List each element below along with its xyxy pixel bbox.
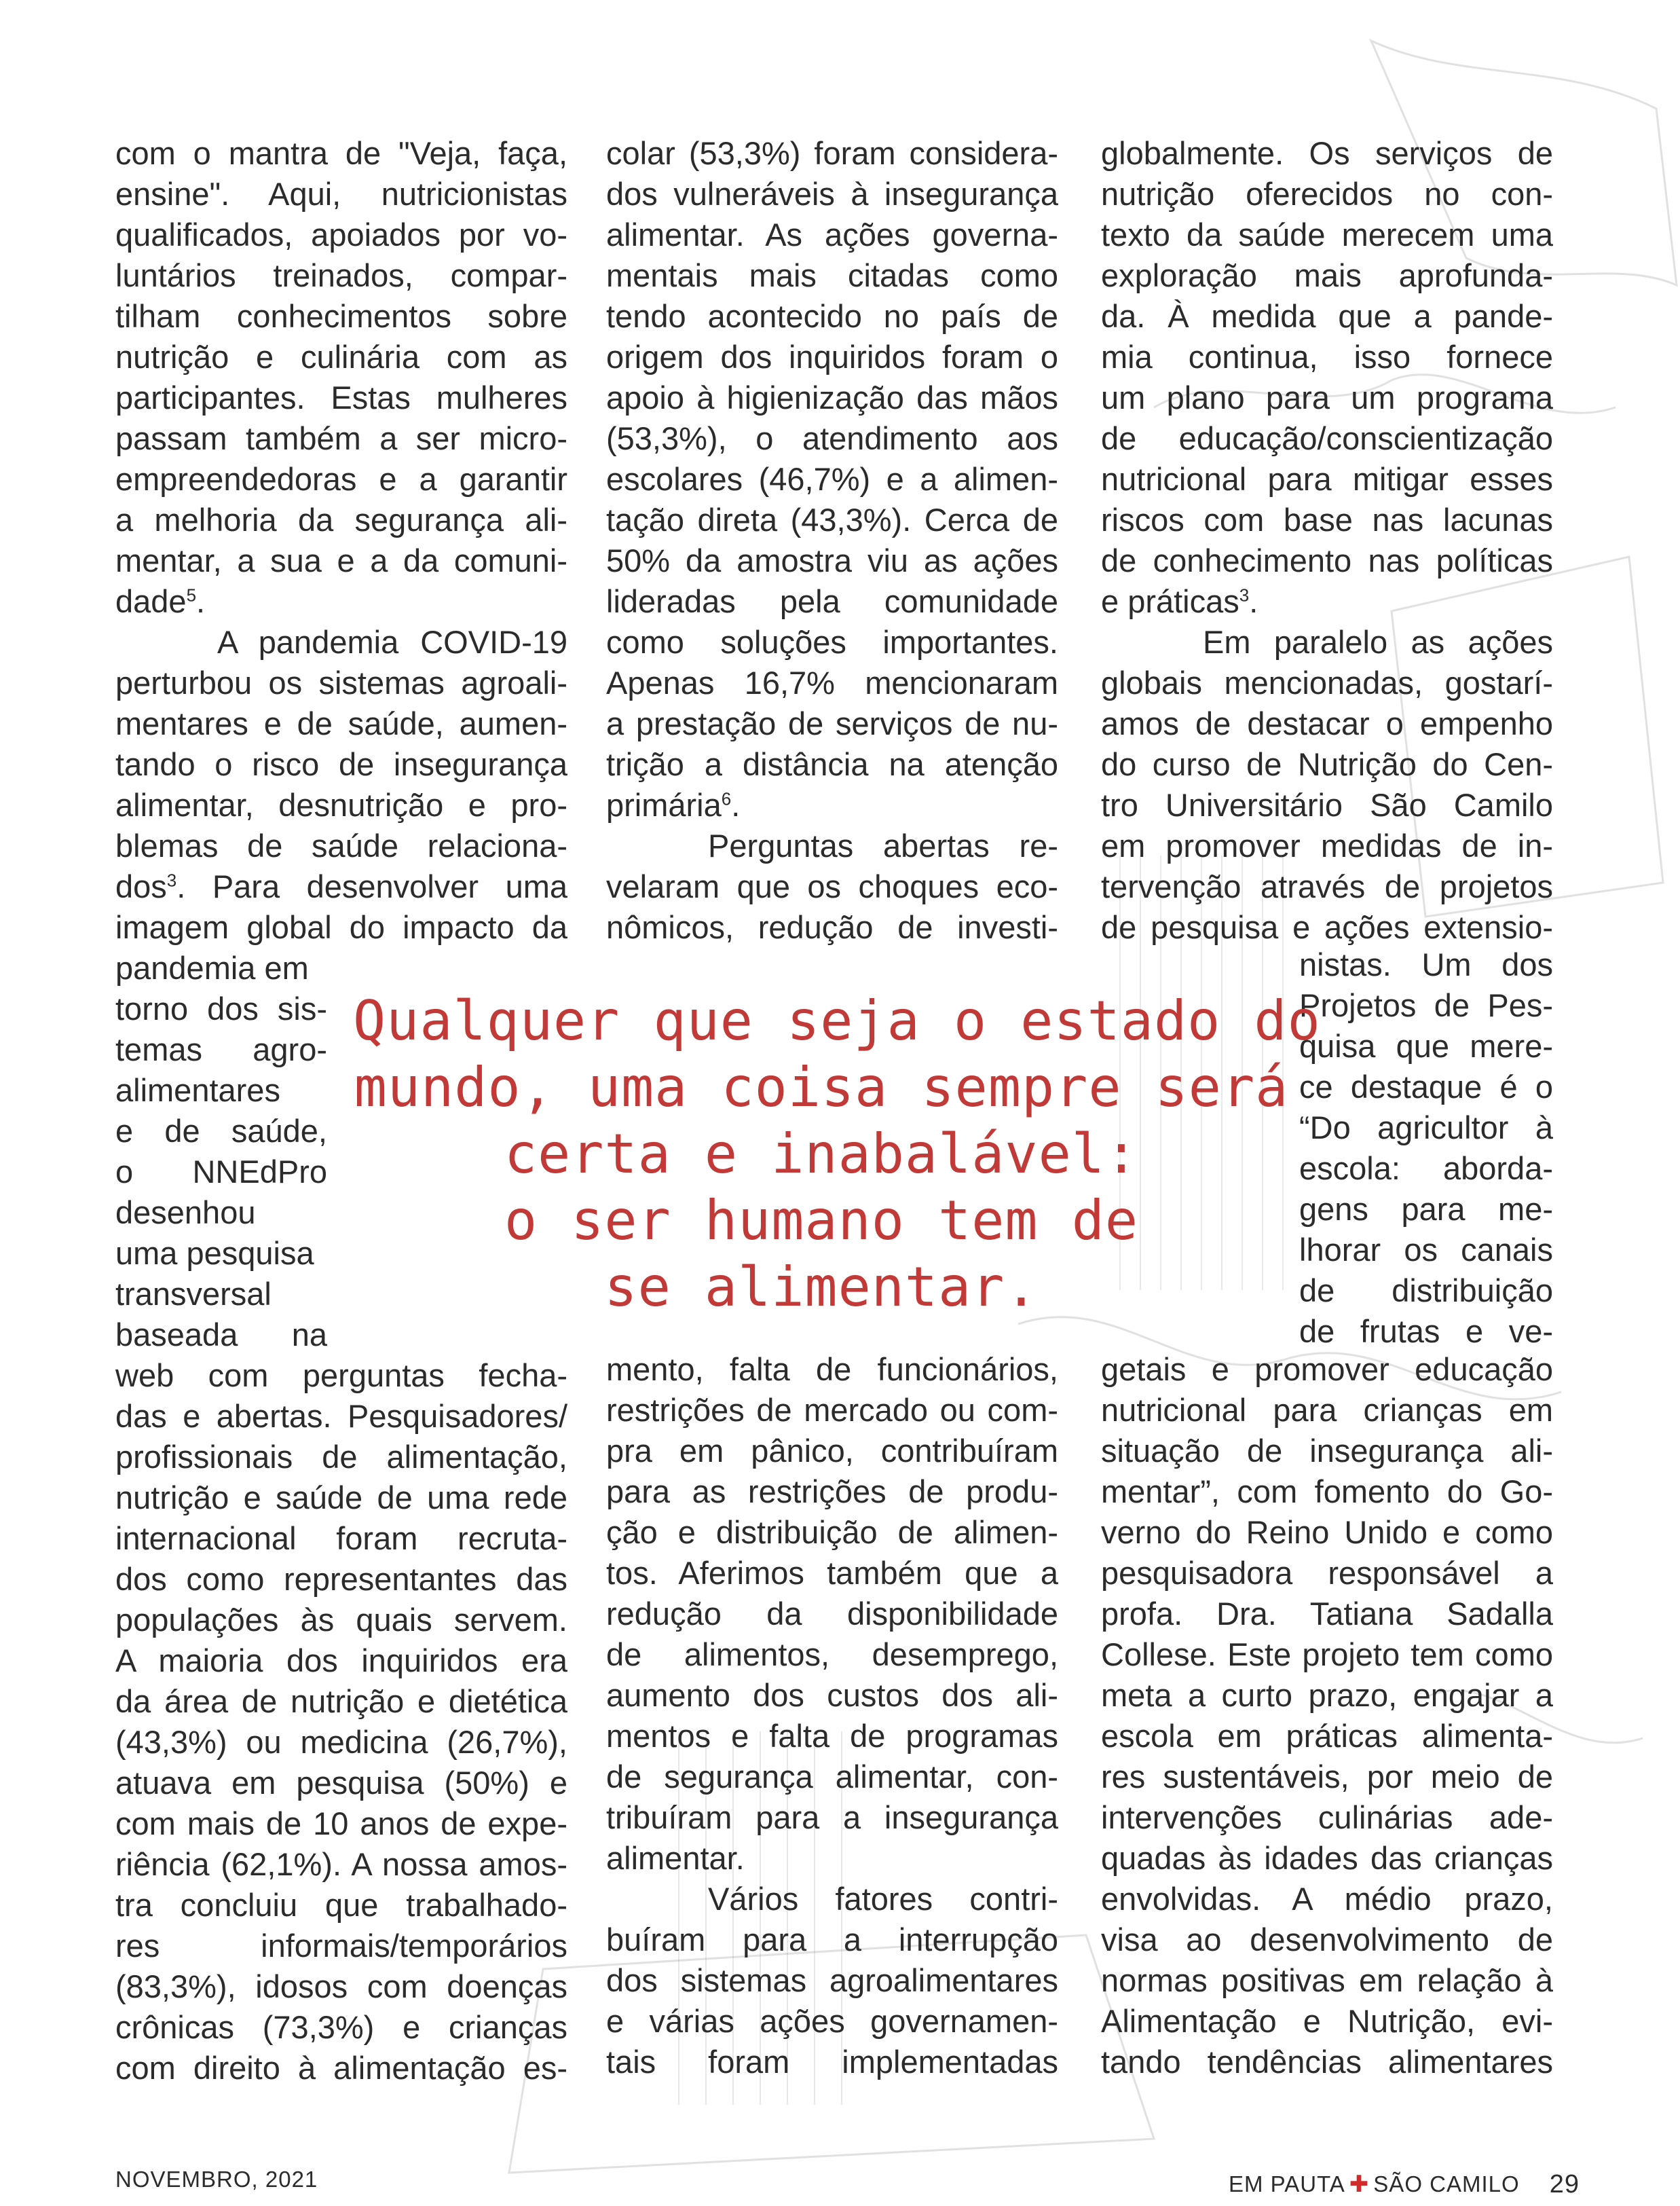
text-line xyxy=(115,1640,567,1681)
text-run: . xyxy=(731,787,741,823)
text-run: da área de nutrição e dietética xyxy=(115,1683,567,1719)
footer-brand-left: EM PAUTA xyxy=(1229,2171,1345,2196)
text-line xyxy=(606,1349,1058,1390)
text-run: mentares e de saúde, aumen- xyxy=(115,705,567,741)
text-line xyxy=(1101,581,1553,622)
text-run: de distribuição xyxy=(1299,1272,1553,1308)
text-line xyxy=(115,866,567,907)
text-line xyxy=(115,1111,327,1152)
text-run: Collese. Este projeto tem como xyxy=(1101,1636,1553,1672)
text-line xyxy=(606,1675,1058,1716)
text-run: desenhou xyxy=(115,1194,256,1230)
text-line xyxy=(606,1594,1058,1634)
text-run: com direito à alimentação es- xyxy=(115,2050,567,2086)
page-number: 29 xyxy=(1549,2170,1580,2199)
text-run: tação direta (43,3%). Cerca de xyxy=(606,502,1058,538)
text-run: Vários fatores contri- xyxy=(708,1881,1058,1917)
text-run: . Para desenvolver uma xyxy=(176,868,567,904)
text-line xyxy=(115,174,567,215)
text-run: e práticas xyxy=(1101,583,1239,619)
text-run: mentos e falta de programas xyxy=(606,1718,1058,1754)
text-line xyxy=(606,174,1058,215)
text-line xyxy=(115,1966,567,2007)
text-run: riscos com base nas lacunas xyxy=(1101,502,1553,538)
text-run: Apenas 16,7% mencionaram xyxy=(606,665,1058,701)
text-line xyxy=(606,378,1058,418)
text-run: tervenção através de projetos xyxy=(1101,868,1553,904)
text-run: ce destaque é o xyxy=(1299,1069,1553,1105)
text-line xyxy=(1101,1634,1553,1675)
text-line xyxy=(115,785,567,826)
text-line xyxy=(1101,826,1553,866)
text-run: tribuíram para a insegurança xyxy=(606,1799,1058,1835)
text-line xyxy=(1299,1270,1553,1311)
footer-date: NOVEMBRO, 2021 xyxy=(115,2167,318,2192)
text-run: atuava em pesquisa (50%) e xyxy=(115,1765,567,1801)
pull-quote-line: certa e inabalável: xyxy=(504,1122,1139,1185)
text-run: riência (62,1%). A nossa amos- xyxy=(115,1846,567,1882)
text-run: profissionais de alimentação, xyxy=(115,1439,567,1475)
text-line xyxy=(606,663,1058,703)
text-run: lhorar os canais xyxy=(1299,1232,1553,1268)
text-run: (43,3%) ou medicina (26,7%), xyxy=(115,1724,567,1760)
footer-brand-right: SÃO CAMILO xyxy=(1373,2171,1520,2196)
text-run: alimentar. As ações governa- xyxy=(606,217,1058,253)
text-line xyxy=(1101,1431,1553,1471)
text-run: mento, falta de funcionários, xyxy=(606,1351,1058,1387)
text-line xyxy=(606,907,1058,948)
text-line xyxy=(115,255,567,296)
text-run: como soluções importantes. xyxy=(606,624,1058,660)
text-line xyxy=(606,418,1058,459)
text-run: redução da disponibilidade xyxy=(606,1596,1058,1632)
text-line xyxy=(606,133,1058,174)
text-line xyxy=(115,1233,327,1274)
text-line xyxy=(606,1471,1058,1512)
text-line xyxy=(115,1355,567,1396)
text-line xyxy=(1101,337,1553,378)
footnote-ref: 5 xyxy=(186,585,197,606)
text-line xyxy=(115,1600,567,1640)
text-line xyxy=(1101,1879,1553,1919)
text-line xyxy=(606,1512,1058,1553)
text-line xyxy=(1101,1390,1553,1431)
text-run: da. À medida que a pande- xyxy=(1101,298,1553,334)
text-run: quadas às idades das crianças xyxy=(1101,1840,1553,1876)
text-run: dos como representantes das xyxy=(115,1561,567,1597)
text-line xyxy=(1203,622,1553,663)
text-run: um plano para um programa xyxy=(1101,380,1553,416)
text-run: nutricional para mitigar esses xyxy=(1101,461,1553,497)
text-line xyxy=(1101,378,1553,418)
text-line xyxy=(115,1763,567,1803)
text-run: dos vulneráveis à insegurança xyxy=(606,176,1058,212)
footer-brand xyxy=(1229,2166,1580,2203)
text-line xyxy=(115,1396,567,1437)
text-run: tando o risco de insegurança xyxy=(115,746,567,782)
text-line xyxy=(115,1681,567,1722)
text-run: . xyxy=(1249,583,1258,619)
text-run: e várias ações governamen- xyxy=(606,2003,1058,2039)
text-line xyxy=(115,948,327,989)
text-run: luntários treinados, compar- xyxy=(115,257,567,293)
text-line xyxy=(1101,785,1553,826)
text-line xyxy=(115,1559,567,1600)
text-line xyxy=(606,785,1058,826)
text-line xyxy=(1101,296,1553,337)
text-run: meta a curto prazo, engajar a xyxy=(1101,1677,1553,1713)
text-run: e de saúde, xyxy=(115,1113,327,1149)
text-run: res sustentáveis, por meio de xyxy=(1101,1759,1553,1795)
text-line xyxy=(115,1070,327,1111)
text-run: mentais mais citadas como xyxy=(606,257,1058,293)
text-run: dos xyxy=(115,868,167,904)
text-line xyxy=(606,2042,1058,2082)
text-run: empreendedoras e a garantir xyxy=(115,461,567,497)
text-run: em promover medidas de in- xyxy=(1101,828,1553,864)
text-run: quisa que mere- xyxy=(1299,1028,1553,1064)
text-line xyxy=(1101,1512,1553,1553)
text-line xyxy=(1101,1675,1553,1716)
footnote-ref: 3 xyxy=(166,870,177,891)
text-line xyxy=(1299,1148,1553,1189)
text-line xyxy=(115,1885,567,1926)
text-line xyxy=(115,337,567,378)
text-run: tais foram implementadas xyxy=(606,2044,1058,2080)
text-line xyxy=(606,1634,1058,1675)
text-line xyxy=(1101,1553,1553,1594)
text-run: uma pesquisa xyxy=(115,1235,314,1271)
text-line xyxy=(115,581,567,622)
text-line xyxy=(115,540,567,581)
text-line xyxy=(115,1152,327,1192)
text-run: . xyxy=(196,583,206,619)
text-line xyxy=(1299,1067,1553,1107)
pull-quote-line: se alimentar. xyxy=(604,1255,1039,1319)
text-run: ção e distribuição de alimen- xyxy=(606,1514,1058,1550)
text-line xyxy=(1299,985,1553,1026)
text-run: nistas. Um dos xyxy=(1299,946,1553,982)
text-line xyxy=(115,907,567,948)
text-run: do curso de Nutrição do Cen- xyxy=(1101,746,1553,782)
text-line xyxy=(1101,1960,1553,2001)
text-run: a prestação de serviços de nu- xyxy=(606,705,1058,741)
pull-quote xyxy=(353,988,1321,1321)
text-run: pandemia em xyxy=(115,950,309,986)
text-run: texto da saúde merecem uma xyxy=(1101,217,1553,253)
text-line xyxy=(606,622,1058,663)
text-line xyxy=(115,1192,327,1233)
text-line xyxy=(1299,944,1553,985)
text-line xyxy=(217,622,567,663)
text-line xyxy=(115,418,567,459)
text-run: de educação/conscientização xyxy=(1101,420,1553,456)
text-line xyxy=(115,459,567,500)
text-run: imagem global do impacto da xyxy=(115,909,567,945)
text-run: tro Universitário São Camilo xyxy=(1101,787,1553,823)
text-run: com mais de 10 anos de expe- xyxy=(115,1805,567,1841)
text-line xyxy=(1101,1838,1553,1879)
text-run: Projetos de Pes- xyxy=(1299,987,1553,1023)
text-line xyxy=(606,1553,1058,1594)
text-line xyxy=(115,296,567,337)
text-line xyxy=(1101,174,1553,215)
text-run: qualificados, apoiados por vo- xyxy=(115,217,567,253)
cross-icon: ✚ xyxy=(1349,2171,1370,2197)
text-run: nutrição oferecidos no con- xyxy=(1101,176,1553,212)
text-run: primária xyxy=(606,787,722,823)
text-run: blemas de saúde relaciona- xyxy=(115,828,567,864)
text-run: situação de insegurança ali- xyxy=(1101,1433,1553,1469)
text-line xyxy=(1101,255,1553,296)
text-run: trição a distância na atenção xyxy=(606,746,1058,782)
text-line xyxy=(1101,1797,1553,1838)
footnote-ref: 3 xyxy=(1239,585,1250,606)
text-run: amos de destacar o empenho xyxy=(1101,705,1553,741)
text-line xyxy=(1101,663,1553,703)
text-line xyxy=(606,1919,1058,1960)
text-run: a melhoria da segurança ali- xyxy=(115,502,567,538)
text-run: verno do Reino Unido e como xyxy=(1101,1514,1553,1550)
text-line xyxy=(606,296,1058,337)
text-line xyxy=(115,1722,567,1763)
text-run: normas positivas em relação à xyxy=(1101,1962,1553,1998)
text-line xyxy=(606,703,1058,744)
text-line xyxy=(115,1477,567,1518)
text-run: getais e promover educação xyxy=(1101,1351,1553,1387)
text-run: gens para me- xyxy=(1299,1191,1553,1227)
text-run: populações às quais servem. xyxy=(115,1602,567,1638)
text-line xyxy=(1299,1107,1553,1148)
text-run: crônicas (73,3%) e crianças xyxy=(115,2009,567,2045)
text-line xyxy=(606,2001,1058,2042)
pull-quote-line: Qualquer que seja o estado do xyxy=(353,989,1321,1052)
text-run: res informais/temporários xyxy=(115,1928,567,1964)
text-line xyxy=(115,1926,567,1966)
text-line xyxy=(606,215,1058,255)
text-run: dos sistemas agroalimentares xyxy=(606,1962,1058,1998)
text-run: mentar”, com fomento do Go- xyxy=(1101,1473,1553,1509)
text-run: tendo acontecido no país de xyxy=(606,298,1058,334)
text-line xyxy=(115,663,567,703)
text-run: buíram para a interrupção xyxy=(606,1922,1058,1957)
text-line xyxy=(1101,215,1553,255)
text-line xyxy=(115,133,567,174)
text-line xyxy=(115,2048,567,2089)
text-line xyxy=(1101,907,1553,948)
pull-quote-line: o ser humano tem de xyxy=(504,1189,1139,1252)
text-run: de segurança alimentar, con- xyxy=(606,1759,1058,1795)
text-line xyxy=(115,1437,567,1477)
text-run: perturbou os sistemas agroali- xyxy=(115,665,567,701)
text-line xyxy=(1299,1230,1553,1270)
text-line xyxy=(606,255,1058,296)
text-line xyxy=(606,1797,1058,1838)
text-run: alimentares xyxy=(115,1072,280,1108)
text-run: de pesquisa e ações extensio- xyxy=(1101,909,1553,945)
text-line xyxy=(1101,1716,1553,1757)
text-line xyxy=(1101,1471,1553,1512)
text-run: (83,3%), idosos com doenças xyxy=(115,1968,567,2004)
text-run: de frutas e ve- xyxy=(1299,1313,1553,1349)
text-run: escola: aborda- xyxy=(1299,1150,1553,1186)
pull-quote-line: mundo, uma coisa sempre será xyxy=(354,1056,1289,1119)
text-line xyxy=(1101,540,1553,581)
text-run: alimentar. xyxy=(606,1840,745,1876)
text-line xyxy=(115,378,567,418)
text-line xyxy=(1101,1349,1553,1390)
text-line xyxy=(115,703,567,744)
text-line xyxy=(115,1274,327,1315)
text-line xyxy=(606,1431,1058,1471)
text-run: tando tendências alimentares xyxy=(1101,2044,1553,2080)
text-line xyxy=(1101,1594,1553,1634)
text-line xyxy=(115,1029,327,1070)
text-run: colar (53,3%) foram considera- xyxy=(606,135,1058,171)
text-run: exploração mais aprofunda- xyxy=(1101,257,1553,293)
text-run: tilham conhecimentos sobre xyxy=(115,298,567,334)
text-line xyxy=(115,215,567,255)
text-run: torno dos sis- xyxy=(115,991,327,1027)
text-run: das e abertas. Pesquisadores/ xyxy=(115,1398,567,1434)
text-run: de alimentos, desemprego, xyxy=(606,1636,1058,1672)
text-run: nutrição e saúde de uma rede xyxy=(115,1479,567,1515)
text-run: passam também a ser micro- xyxy=(115,420,567,456)
text-run: alimentar, desnutrição e pro- xyxy=(115,787,567,823)
text-run: escolares (46,7%) e a alimen- xyxy=(606,461,1058,497)
text-run: visa ao desenvolvimento de xyxy=(1101,1922,1553,1957)
text-line xyxy=(115,826,567,866)
text-run: aumento dos custos dos ali- xyxy=(606,1677,1058,1713)
text-run: escola em práticas alimenta- xyxy=(1101,1718,1553,1754)
text-line xyxy=(606,540,1058,581)
text-run: participantes. Estas mulheres xyxy=(115,380,567,416)
text-line xyxy=(606,866,1058,907)
text-line xyxy=(115,1315,327,1355)
text-run: velaram que os choques eco- xyxy=(606,868,1058,904)
text-line xyxy=(1299,1311,1553,1352)
text-run: web com perguntas fecha- xyxy=(115,1357,567,1393)
text-run: A maioria dos inquiridos era xyxy=(115,1642,567,1678)
text-run: mentar, a sua e a da comuni- xyxy=(115,543,567,578)
text-run: tos. Aferimos também que a xyxy=(606,1555,1058,1591)
text-line xyxy=(1101,866,1553,907)
text-line xyxy=(115,1803,567,1844)
text-run: de conhecimento nas políticas xyxy=(1101,543,1553,578)
text-run: 50% da amostra viu as ações xyxy=(606,543,1058,578)
text-line xyxy=(115,2007,567,2048)
text-line xyxy=(1101,1919,1553,1960)
text-line xyxy=(1299,1189,1553,1230)
text-line xyxy=(115,1844,567,1885)
text-run: Perguntas abertas re- xyxy=(708,828,1058,864)
text-run: o NNEdPro xyxy=(115,1154,327,1190)
text-line xyxy=(1101,133,1553,174)
text-run: nômicos, redução de investi- xyxy=(606,909,1058,945)
text-run: internacional foram recruta- xyxy=(115,1520,567,1556)
text-line xyxy=(1299,1026,1553,1067)
text-run: para as restrições de produ- xyxy=(606,1473,1058,1509)
text-run: profa. Dra. Tatiana Sadalla xyxy=(1101,1596,1553,1632)
text-run: A pandemia COVID-19 xyxy=(217,624,567,660)
text-line xyxy=(1101,2001,1553,2042)
text-line xyxy=(1101,418,1553,459)
text-run: nutricional para crianças em xyxy=(1101,1392,1553,1428)
text-run: com o mantra de "Veja, faça, xyxy=(115,135,567,171)
text-run: globalmente. Os serviços de xyxy=(1101,135,1553,171)
text-line xyxy=(1101,1757,1553,1797)
text-line xyxy=(606,1716,1058,1757)
text-run: intervenções culinárias ade- xyxy=(1101,1799,1553,1835)
text-line xyxy=(606,337,1058,378)
text-run: Em paralelo as ações xyxy=(1203,624,1553,660)
text-run: temas agro- xyxy=(115,1031,327,1067)
text-run: Alimentação e Nutrição, evi- xyxy=(1101,2003,1553,2039)
text-run: dade xyxy=(115,583,187,619)
text-line xyxy=(606,459,1058,500)
text-line xyxy=(1101,744,1553,785)
text-line xyxy=(1101,2042,1553,2082)
text-line xyxy=(708,1879,1058,1919)
text-run: pra em pânico, contribuíram xyxy=(606,1433,1058,1469)
text-line xyxy=(606,581,1058,622)
text-line xyxy=(606,1838,1058,1879)
text-line xyxy=(115,989,327,1029)
text-run: lideradas pela comunidade xyxy=(606,583,1058,619)
text-run: apoio à higienização das mãos xyxy=(606,380,1058,416)
text-line xyxy=(606,1390,1058,1431)
text-line xyxy=(1101,500,1553,540)
text-line xyxy=(115,1518,567,1559)
text-run: pesquisadora responsável a xyxy=(1101,1555,1553,1591)
text-line xyxy=(606,500,1058,540)
text-run: tra concluiu que trabalhado- xyxy=(115,1887,567,1923)
text-run: transversal xyxy=(115,1276,272,1312)
text-run: globais mencionadas, gostarí- xyxy=(1101,665,1553,701)
text-run: envolvidas. A médio prazo, xyxy=(1101,1881,1553,1917)
text-run: baseada na xyxy=(115,1317,327,1353)
text-line xyxy=(1101,703,1553,744)
text-run: mia continua, isso fornece xyxy=(1101,339,1553,375)
text-run: “Do agricultor à xyxy=(1299,1109,1553,1145)
text-line xyxy=(606,1757,1058,1797)
text-line xyxy=(1101,459,1553,500)
text-run: restrições de mercado ou com- xyxy=(606,1392,1058,1428)
text-line xyxy=(606,1960,1058,2001)
text-line xyxy=(708,826,1058,866)
text-run: origem dos inquiridos foram o xyxy=(606,339,1058,375)
footnote-ref: 6 xyxy=(721,788,732,809)
text-line xyxy=(115,744,567,785)
text-run: ensine". Aqui, nutricionistas xyxy=(115,176,567,212)
text-line xyxy=(606,744,1058,785)
text-run: (53,3%), o atendimento aos xyxy=(606,420,1058,456)
text-run: nutrição e culinária com as xyxy=(115,339,567,375)
text-line xyxy=(115,500,567,540)
